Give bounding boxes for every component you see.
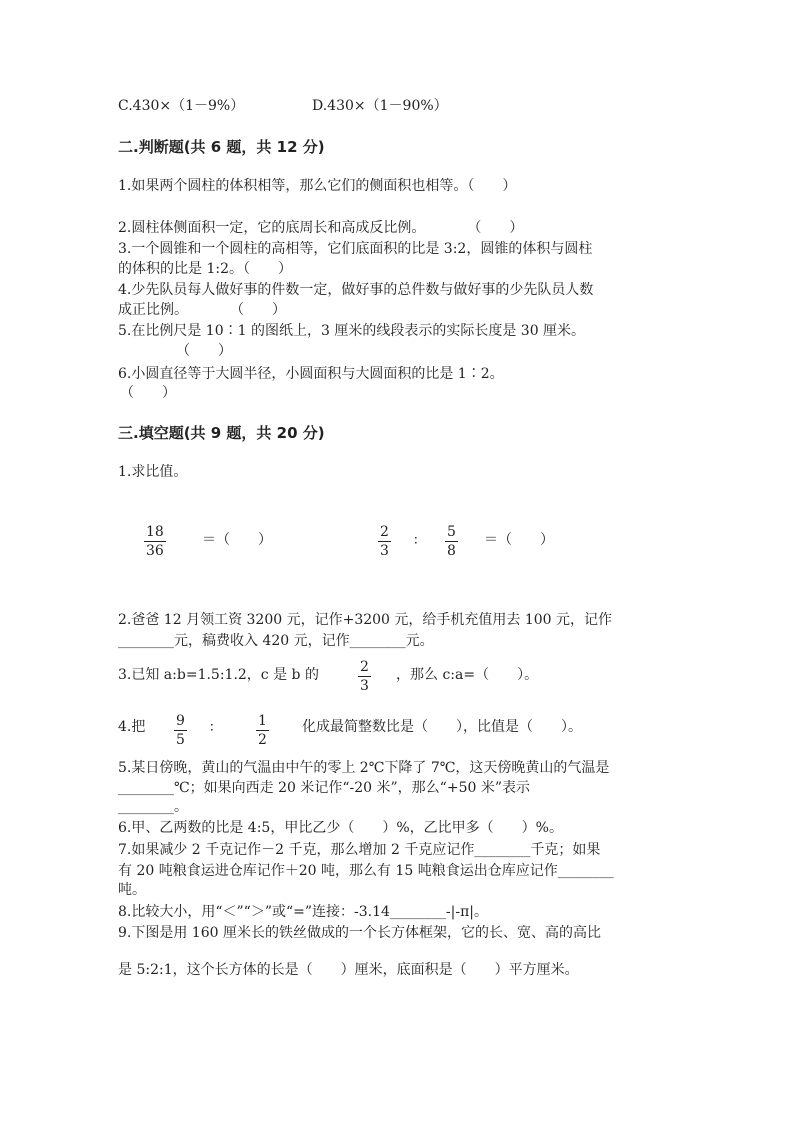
fraction-numerator: 2 <box>380 524 389 540</box>
section3-title: 三.填空题(共 9 题，共 20 分) <box>118 424 325 442</box>
s3-question-4-pre: 4.把 <box>118 719 146 735</box>
s3-question-5-line3: ________。 <box>118 799 188 815</box>
s3-question-1-label: 1.求比值。 <box>118 464 188 480</box>
option-c: C.430×（1－9%） <box>118 98 245 114</box>
fraction-9-5 <box>174 712 187 749</box>
s3-question-8: 8.比较大小，用“＜”“＞”或“=”连接：-3.14________-|-π|。 <box>118 904 489 920</box>
s2-question-4-line2: 成正比例。 （ ） <box>118 302 286 318</box>
s3-question-7-line2: 有 20 吨粮食运进仓库记作＋20 吨，那么有 15 吨粮食运出仓库应记作________ <box>118 863 614 879</box>
s3-q4-colon: ∶ <box>210 720 214 736</box>
s3-question-7-line3: 吨。 <box>118 882 146 898</box>
fraction-18-36 <box>144 523 166 560</box>
s2-question-2: 2.圆柱体侧面积一定，它的底周长和高成反比例。 （ ） <box>118 220 524 236</box>
s2-question-5-line2: （ ） <box>176 343 232 359</box>
s2-question-5-line1: 5.在比例尺是 10∶1 的图纸上，3 厘米的线段表示的实际长度是 30 厘米。 <box>118 323 586 339</box>
s3-question-9-line2: 是 5:2:1，这个长方体的长是（ ）厘米，底面积是（ ）平方厘米。 <box>118 962 579 978</box>
fraction-denominator: 5 <box>176 732 185 748</box>
fraction-denominator: 8 <box>447 543 456 559</box>
s2-question-3-line2: 的体积的比是 1:2。（ ） <box>118 261 292 277</box>
fraction-2-3-q3 <box>358 658 371 695</box>
s3-question-5-line1: 5.某日傍晚，黄山的气温由中午的零上 2℃下降了 7℃，这天傍晚黄山的气温是 <box>118 760 610 776</box>
fraction-numerator: 18 <box>146 524 164 540</box>
fraction-denominator: 3 <box>380 543 389 559</box>
s2-question-6-line2: （ ） <box>120 385 176 401</box>
section2-title: 二.判断题(共 6 题，共 12 分) <box>118 138 325 156</box>
s2-question-4-line1: 4.少先队员每人做好事的件数一定，做好事的总件数与做好事的少先队员人数 <box>118 282 594 298</box>
s3-question-5-line2: ________℃；如果向西走 20 米记作“-20 米”，那么“+50 米”表示 <box>118 780 530 796</box>
s3-q1-equals-1: ＝（ ） <box>202 532 272 548</box>
fraction-1-2 <box>256 712 269 749</box>
fraction-2-3 <box>378 523 391 560</box>
s3-question-2-line1: 2.爸爸 12 月领工资 3200 元，记作+3200 元，给手机充值用去 100 元，记作 <box>118 612 613 628</box>
s2-question-3-line1: 3.一个圆锥和一个圆柱的高相等，它们底面积的比是 3:2，圆锥的体积与圆柱 <box>118 241 593 257</box>
s3-question-4-post: 化成最简整数比是（ ），比值是（ ）。 <box>302 719 582 735</box>
s3-question-3-post: ，那么 c:a=（ ）。 <box>396 667 539 683</box>
fraction-denominator: 3 <box>360 678 369 694</box>
s3-question-6: 6.甲、乙两数的比是 4:5，甲比乙少（ ）%，乙比甲多（ ）%。 <box>118 820 563 836</box>
fraction-5-8 <box>445 523 458 560</box>
s3-question-2-line2: ________元，稿费收入 420 元，记作________元。 <box>118 633 434 649</box>
s3-question-9-line1: 9.下图是用 160 厘米长的铁丝做成的一个长方体框架，它的长、宽、高的高比 <box>118 925 601 941</box>
option-d: D.430×（1－90%） <box>312 98 448 114</box>
fraction-numerator: 2 <box>360 659 369 675</box>
s2-question-6-line1: 6.小圆直径等于大圆半径，小圆面积与大圆面积的比是 1∶2。 <box>118 366 504 382</box>
s2-question-1: 1.如果两个圆柱的体积相等，那么它们的侧面积也相等。（ ） <box>118 178 517 194</box>
fraction-numerator: 5 <box>447 524 456 540</box>
fraction-denominator: 2 <box>258 732 267 748</box>
s3-question-3-pre: 3.已知 a:b=1.5:1.2，c 是 b 的 <box>118 667 319 683</box>
fraction-numerator: 9 <box>176 713 185 729</box>
fraction-numerator: 1 <box>258 713 267 729</box>
fraction-denominator: 36 <box>146 543 164 559</box>
s3-question-7-line1: 7.如果减少 2 千克记作－2 千克，那么增加 2 千克应记作________千克；如果 <box>118 842 601 858</box>
s3-q1-colon: ∶ <box>414 533 418 549</box>
s3-q1-equals-2: ＝（ ） <box>484 532 554 548</box>
